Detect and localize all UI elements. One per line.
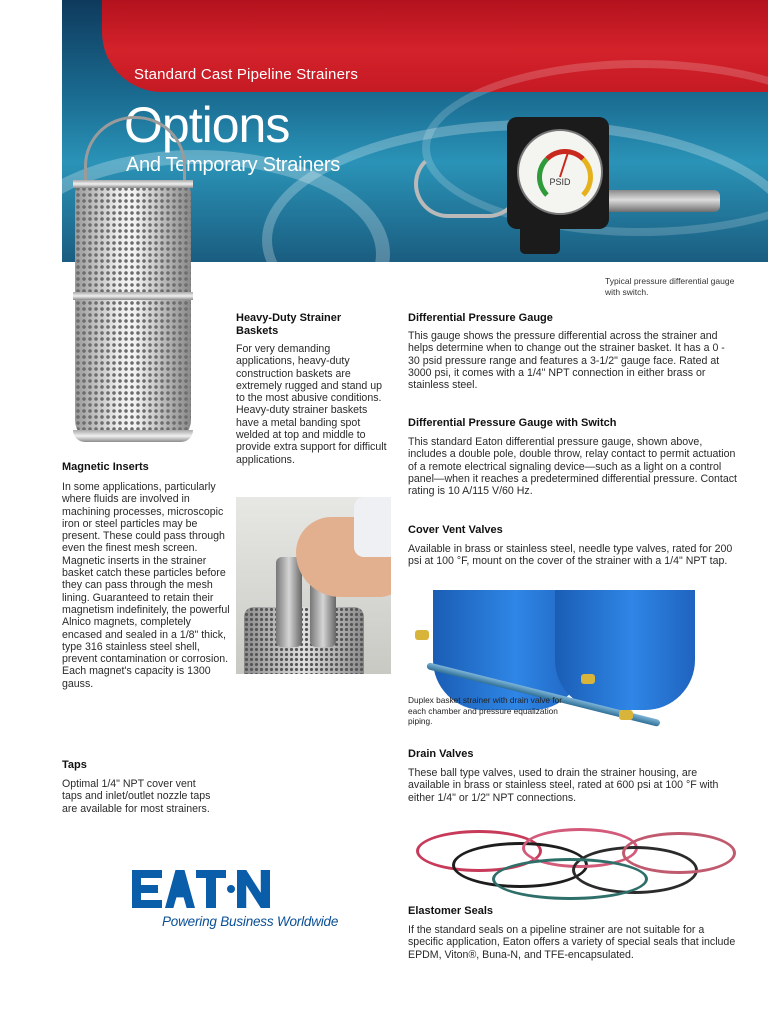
gauge-hose — [414, 150, 522, 218]
heavy-duty-body: For very demanding applications, heavy-duty construction baskets are extremely rugged and stand up to the most abusive conditions. Heavy-duty strainer baskets have a metal banding spot welded at top and middle to provide extra support for difficult applications. — [236, 343, 387, 466]
photo-basket — [244, 607, 364, 674]
basket-band — [73, 292, 193, 300]
elastomer-heading: Elastomer Seals — [408, 905, 493, 917]
o-ring — [622, 832, 736, 874]
magnetic-insert-photo — [236, 497, 391, 674]
gauge-fittings — [600, 190, 720, 212]
drain-valve — [581, 674, 595, 684]
heavy-duty-heading: Heavy-Duty Strainer Baskets — [236, 312, 342, 337]
drain-valves-body: These ball type valves, used to drain the strainer housing, are available in brass or stainless steel, rated at 600 psi at 100 °F with either 1/4" or 1/2" NPT connections. — [408, 767, 719, 804]
gauge-switch-box — [520, 224, 560, 254]
cover-vent-heading: Cover Vent Valves — [408, 524, 503, 536]
diff-gauge-switch-body: This standard Eaton differential pressure gauge, shown above, includes a double pole, double throw, relay contact to permit actuation of a remote electrical signaling device—such as a light on a control panel—when it reaches a predetermined differential pressure. Contact rating is 10 A/115 V/60 Hz. — [408, 436, 737, 498]
magnetic-inserts-body: In some applications, particularly where fluids are involved in machining processes, microscopic iron or steel particles may be present. These could pass through even the finest mesh screen. Magnetic inserts in the strainer basket catch these particles before they can pass through the mesh lining. Guaranteed to retain their magnetism indefinitely, the powerful Alnico magnets, completely encased and sealed in a 1/8" thick, type 316 stainless steel shell, prevent contamination or corrosion. Each magnet's capacity is 1300 gauss. — [62, 481, 230, 690]
duplex-caption: Duplex basket strainer with drain valve for each chamber and pressure equalization piping. — [408, 695, 563, 726]
eaton-logo — [132, 870, 270, 910]
taps-body: Optimal 1/4" NPT cover vent taps and inlet/outlet nozzle taps are available for most strainers. — [62, 778, 211, 815]
basket-band — [73, 430, 193, 442]
eaton-tagline: Powering Business Worldwide — [162, 914, 339, 929]
photo-sleeve — [354, 497, 391, 557]
o-ring — [492, 858, 648, 900]
gauge-caption: Typical pressure differential gauge with switch. — [605, 276, 735, 297]
cover-vent-body: Available in brass or stainless steel, needle type valves, rated for 200 psi at 100 °F, mount on the cover of the strainer with a 1/4" NPT tap. — [408, 543, 733, 568]
gauge-face — [517, 129, 603, 215]
drain-valve — [415, 630, 429, 640]
page-title: Options — [124, 97, 290, 153]
drain-valves-heading: Drain Valves — [408, 748, 474, 760]
pressure-gauge-photo — [507, 117, 609, 229]
magnet-tube — [276, 557, 302, 647]
page-subtitle: Standard Cast Pipeline Strainers — [134, 66, 359, 83]
drain-valve — [619, 710, 633, 720]
diff-gauge-heading: Differential Pressure Gauge — [408, 312, 553, 324]
magnetic-inserts-heading: Magnetic Inserts — [62, 461, 149, 473]
taps-heading: Taps — [62, 759, 87, 771]
strainer-basket-photo — [75, 180, 191, 442]
diff-gauge-body: This gauge shows the pressure differential across the strainer and helps determine when to change out the strainer basket. It has a 0 - 30 psid pressure range and features a 3-1/2" gauge face. Rated at 3000 psi, it comes with a 1/4" NPT connection in either brass or stainless steel. — [408, 330, 725, 392]
gauge-dial-label: PSID — [549, 177, 571, 187]
o-rings-photo — [412, 822, 734, 900]
elastomer-body: If the standard seals on a pipeline strainer are not suitable for a specific application, Eaton offers a variety of special seals that include EPDM, Viton®, Buna-N, and TFE-encapsulated. — [408, 924, 736, 961]
strainer-tank — [555, 590, 695, 710]
diff-gauge-switch-heading: Differential Pressure Gauge with Switch — [408, 417, 617, 429]
basket-band — [73, 180, 193, 188]
page-title-line2: And Temporary Strainers — [126, 154, 340, 176]
